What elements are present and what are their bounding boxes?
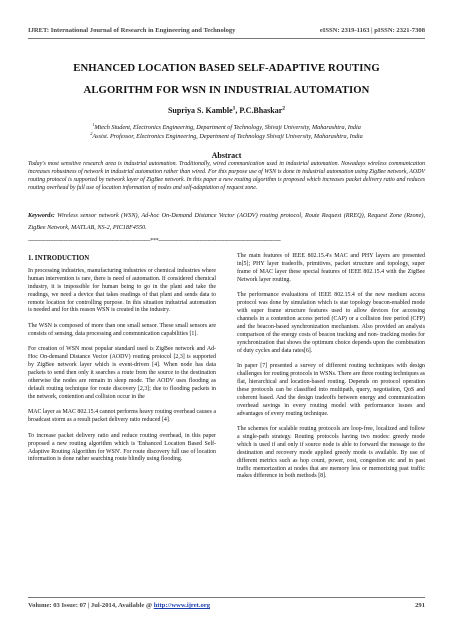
abstract-body: Today's most sensitive research area is industrial automation. Traditionally, wired communication used in industrial automation. Nowadays wireless communication increases robustness of network in industrial automation rather than wired. For this purpose use of WSN is done in industrial automation using ZigBee network, AODV routing protocol is supported by network layer of ZigBee network. In this paper a new routing algorithm is proposed which increases packet delivery ratio and reduces routing overhead by full use of location information of nodes and self-adaptation of request zone. <box>28 161 425 192</box>
affiliation-1 <box>28 123 425 132</box>
section-heading-introduction: 1. INTRODUCTION <box>28 255 90 262</box>
volume-text: Volume: 03 Issue: 07 | Jul-2014, Available @ <box>28 602 154 609</box>
author-separator: , <box>235 106 240 115</box>
author-2: P.C.Bhaskar <box>239 106 283 115</box>
journal-name: IJRET: International Journal of Research in Engineering and Technology <box>28 27 236 34</box>
running-footer <box>28 602 425 609</box>
affiliation-1-text: Mtech Student, Electronics Engineering, Department of Technology, Shivaji University, Maharashtra, India <box>94 124 361 131</box>
paragraph: The schemes for scalable routing protocols are loop-free, localized and follow a single-path strategy. Routing protocols having two modes: greedy mode which is used if and only if source node is able to forward the message to the destination and recovery mode applied greedy mode is available. By use of different metrics such as hop count, power, cost, congestion etc and in past traffic memorization at nodes that are memory less or memorizing past traffic makes difference in both methods [8]. <box>237 426 425 480</box>
section-separator: ------------------------------------------------------------------------***------------------------------------------------------------------------ <box>28 238 281 244</box>
affiliation-2 <box>28 132 425 141</box>
issn: eISSN: 2319-1163 | pISSN: 2321-7308 <box>319 27 425 34</box>
header-rule <box>28 38 425 39</box>
paragraph: The performance evaluations of IEEE 802.15.4 of the new medium access protocol was done by simulation which is star topology beacon-enabled mode with super frame structure features used to allow devices for accessing channels in a contention access period (CAP) or a collision free period (CFP) and the beacon-based synchronization mechanism. Also provided an analysis comparison of the energy costs of beacon tracking and non- tracking modes for synchronization that shows the optimum choice depends upon the combination of duty cycles and data rates[6]. <box>237 292 425 354</box>
keywords <box>28 210 425 234</box>
left-column <box>28 255 216 472</box>
journal-link[interactable]: http://www.ijret.org <box>153 602 211 609</box>
author-1-sup: 1 <box>232 105 236 112</box>
title-line-1: ENHANCED LOCATION BASED SELF-ADAPTIVE ROUTING <box>73 62 380 74</box>
paper-title <box>40 57 413 101</box>
abstract-heading: Abstract <box>211 151 242 160</box>
running-header <box>28 27 425 34</box>
paragraph: MAC layer as MAC 802.15.4 cannot performs heavy routing overhead causes a broadcast storm as a result packet delivery ratio reduced [4]. <box>28 409 216 424</box>
keywords-label: Keywords: <box>28 212 55 219</box>
affiliation-1-sup: 1 <box>92 121 95 127</box>
affiliations <box>28 123 425 141</box>
author-list <box>28 106 425 115</box>
affiliation-2-sup: 2 <box>90 130 93 136</box>
right-column <box>237 253 425 489</box>
paragraph: The main features of IEEE 802.15.4's MAC and PHY layers are presented in[5]; PHY layer tradeoffs, primitives, packet structure and topology, super frame of MAC layer these special features of IEEE 802.15.4 with the ZigBee Network layer routing. <box>237 253 425 283</box>
author-2-sup: 2 <box>282 105 286 112</box>
paragraph: For creation of WSN most popular standard used is ZigBee network and Ad-Hoc On-demand Distance Vector (AODV) routing protocol [2,3] is supported by ZigBee network layer which is event-driven [4]. When node has data packets to send then only it searches a route from the source to the destination otherwise the nodes are remain in sleep mode. The AODV uses flooding as default routing technique for route discovery [2,3]; due to flooding packets in the network, contention and collision occur in the <box>28 346 216 400</box>
title-line-2: ALGORITHM FOR WSN IN INDUSTRIAL AUTOMATION <box>83 84 370 96</box>
footer-rule <box>28 597 425 598</box>
page-number: 291 <box>415 602 425 609</box>
paragraph: In processing industries, manufacturing industries or chemical industries where human intervention is rare, there is need of automation. If considered chemical industry, it is impossible for human being to go in the plant and take the readings, we need a device that takes readings of that plant and sends data to remote location for controlling purpose. In this situation industrial automation is needed and for this reason WSN is created in the industry. <box>28 267 216 314</box>
paragraph: In paper [7] presented a survey of different routing techniques with design challenges for routing protocols in WSNs. There are three routing techniques as flat, hierarchical and location-based routing. Depends on protocol operation these protocols can be classified into multipath, query, negotiation, QoS and coherent based. And the design tradeoffs between energy and communication overhead savings in every routing model with performance issues and advantages of every routing technique. <box>237 363 425 417</box>
keywords-text: Wireless sensor network (WSN), Ad-hoc On-Demand Distance Vector (AODV) routing protocol, Route Request (RREQ), Request Zone (Rzone), ZigBee Network, MATLAB, NS-2, PIC18F4550. <box>28 212 425 231</box>
paragraph: The WSN is composed of more than one small sensor. These small sensors are consists of sensing, data processing and communication capabilities [1]. <box>28 322 216 337</box>
footer-volume <box>28 602 210 609</box>
paragraph: To increase packet delivery ratio and reduce routing overhead, in this paper proposed a new routing algorithm which is 'Enhanced Location Based Self-Adaptive Routing Algorithm for WSN'. For route discovery full use of location information is done rather searching route blindly using flooding. <box>28 432 216 463</box>
affiliation-2-text: Assist. Professor, Electronics Engineering, Department of Technology Shivaji University, Maharashtra, India <box>92 133 363 140</box>
author-1: Supriya S. Kamble <box>167 106 233 115</box>
